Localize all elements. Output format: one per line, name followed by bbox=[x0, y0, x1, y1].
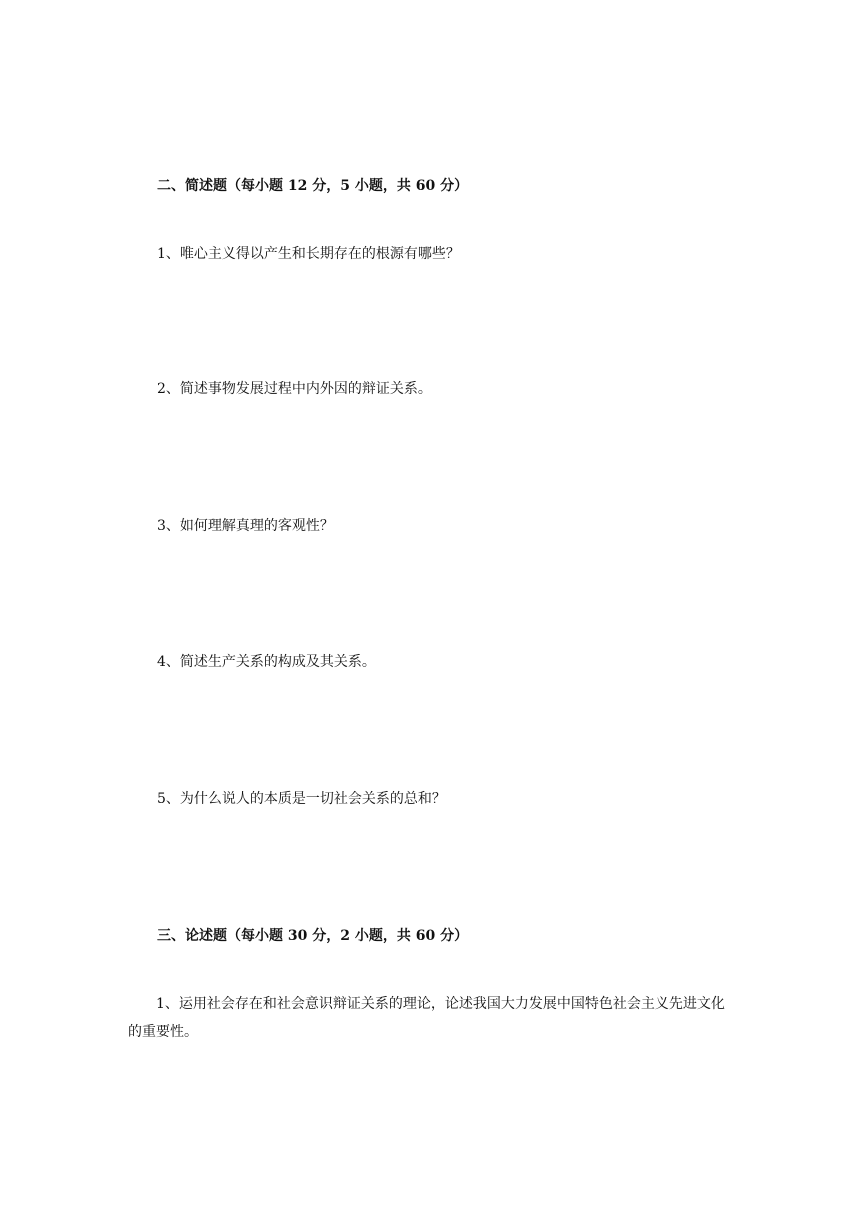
section-3-question-1: 1、运用社会存在和社会意识辩证关系的理论，论述我国大力发展中国特色社会主义先进文化的重要性。 bbox=[128, 996, 725, 1040]
section-2-question-3: 3、如何理解真理的客观性？ bbox=[157, 518, 334, 534]
section-2-question-4: 4、简述生产关系的构成及其关系。 bbox=[157, 654, 376, 670]
section-2-question-1: 1、唯心主义得以产生和长期存在的根源有哪些？ bbox=[157, 246, 460, 262]
section-2-question-5: 5、为什么说人的本质是一切社会关系的总和？ bbox=[157, 791, 446, 807]
section-2-question-2: 2、简述事物发展过程中内外因的辩证关系。 bbox=[157, 381, 432, 397]
section-3-heading: 三、论述题（每小题 30 分，2 小题，共 60 分） bbox=[157, 928, 469, 944]
section-2-heading: 二、简述题（每小题 12 分，5 小题，共 60 分） bbox=[157, 178, 469, 194]
